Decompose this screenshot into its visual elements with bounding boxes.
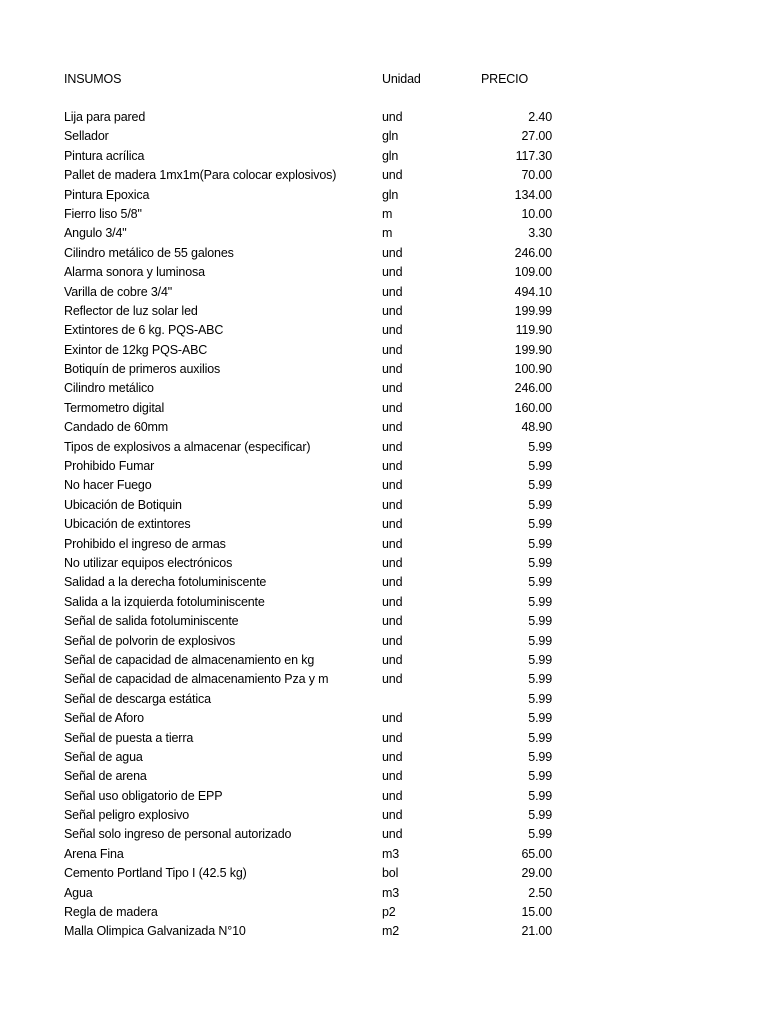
item-unit: und [382,614,403,629]
item-price: 5.99 [528,633,552,648]
item-unit: und [382,400,403,415]
table-row [0,438,768,457]
item-unit: und [382,517,403,532]
item-price: 2.50 [528,885,552,900]
item-unit: und [382,168,403,183]
item-name: Arena Fina [64,846,124,861]
item-unit: m2 [382,924,400,939]
item-price: 5.99 [528,730,552,745]
item-unit: und [382,459,403,474]
item-price: 117.30 [515,148,552,163]
table-row [0,457,768,476]
item-name: Señal de capacidad de almacenamiento en kg [64,652,315,667]
table-row [0,535,768,554]
item-price: 5.99 [528,459,552,474]
header-precio: PRECIO [481,72,529,86]
item-unit: und [382,303,403,318]
item-name: Señal de polvorin de explosivos [64,633,236,648]
item-unit: und [382,342,403,357]
table-row [0,806,768,825]
table-row [0,399,768,418]
item-name: Señal de arena [64,769,147,784]
table-row [0,670,768,689]
item-name: Pintura acrílica [64,148,145,163]
item-price: 3.30 [528,226,552,241]
table-row [0,787,768,806]
item-price: 5.99 [528,536,552,551]
table-row [0,496,768,515]
header-insumos: INSUMOS [64,72,122,86]
item-name: Angulo 3/4" [64,226,127,241]
item-unit: und [382,575,403,590]
item-unit [382,690,462,709]
item-price: 2.40 [528,110,552,124]
item-name: Ubicación de Botiquin [64,497,182,512]
item-name: Agua [64,885,93,900]
table-row [0,147,768,166]
item-unit: und [382,788,403,803]
item-price: 5.99 [528,614,552,629]
item-price: 134.00 [514,187,552,202]
item-unit: und [382,730,403,745]
item-price: 21.00 [521,924,552,939]
item-price: 119.90 [515,323,552,338]
item-name: Señal uso obligatorio de EPP [64,788,223,803]
table-row [0,321,768,340]
item-name: Sellador [64,129,109,144]
item-price: 5.99 [528,517,552,532]
table-row [0,166,768,185]
item-price: 5.99 [528,749,552,764]
item-unit: und [382,323,403,338]
table-row [0,884,768,903]
table-row [0,515,768,534]
item-name: Señal de agua [64,749,143,764]
item-price: 5.99 [528,827,552,842]
table-row [0,108,768,127]
item-price: 5.99 [528,555,552,570]
table-row [0,651,768,670]
item-price: 199.99 [514,303,552,318]
item-name: Señal solo ingreso de personal autorizado [64,827,292,842]
table-row [0,205,768,224]
item-unit: und [382,594,403,609]
table-row [0,612,768,631]
table-row [0,709,768,728]
item-unit: gln [382,129,399,144]
table-row [0,341,768,360]
table-row [0,573,768,592]
item-name: Señal de capacidad de almacenamiento Pza y m [64,672,329,687]
item-unit: und [382,439,403,454]
item-name: Cemento Portland Tipo I (42.5 kg) [64,866,247,881]
item-price: 246.00 [514,245,552,260]
table-row [0,825,768,844]
table-row [0,224,768,243]
item-unit: und [382,769,403,784]
table-row [0,379,768,398]
item-price: 5.99 [528,497,552,512]
item-name: Tipos de explosivos a almacenar (especificar) [64,439,311,454]
item-unit: m3 [382,885,400,900]
item-name: Reflector de luz solar led [64,303,198,318]
table-row [0,476,768,495]
item-name: Varilla de cobre 3/4" [64,284,173,299]
item-unit: bol [382,866,399,881]
item-unit: und [382,808,403,823]
item-unit: und [382,555,403,570]
item-price: 5.99 [528,594,552,609]
header-unidad: Unidad [382,72,421,86]
item-price: 15.00 [521,905,552,920]
item-name: Prohibido Fumar [64,459,155,474]
item-name: Señal peligro explosivo [64,808,190,823]
item-price: 5.99 [528,711,552,726]
item-name: Malla Olimpica Galvanizada N°10 [64,924,246,939]
item-name: Alarma sonora y luminosa [64,265,205,280]
item-name: No utilizar equipos electrónicos [64,555,233,570]
item-price: 5.99 [528,769,552,784]
table-row [0,244,768,263]
item-unit: und [382,265,403,280]
item-price: 5.99 [528,788,552,803]
table-row [0,690,768,709]
item-name: Cilindro metálico de 55 galones [64,245,234,260]
item-unit: und [382,284,403,299]
item-unit: und [382,478,403,493]
table-row [0,127,768,146]
item-price: 27.00 [521,129,552,144]
table-row [0,864,768,883]
item-name: Salidad a la derecha fotoluminiscente [64,575,267,590]
item-price: 100.90 [514,362,552,377]
table-header [0,70,768,89]
item-unit: und [382,827,403,842]
item-price: 70.00 [521,168,552,183]
table-row [0,418,768,437]
table-row [0,554,768,573]
item-name: Fierro liso 5/8" [64,206,142,221]
table-row [0,263,768,282]
table-row [0,360,768,379]
item-price: 160.00 [514,400,552,415]
item-name: Señal de salida fotoluminiscente [64,614,239,629]
item-name: Señal de Aforo [64,711,144,726]
item-unit: m [382,206,393,221]
item-name: No hacer Fuego [64,478,152,493]
item-unit: und [382,672,403,687]
item-name: Cilindro metálico [64,381,154,396]
item-name: Salida a la izquierda fotoluminiscente [64,594,265,609]
table-row [0,283,768,302]
item-name: Exintor de 12kg PQS-ABC [64,342,208,357]
table-row [0,903,768,922]
item-name: Pallet de madera 1mx1m(Para colocar explosivos) [64,168,337,183]
item-unit: und [382,362,403,377]
table-row [0,593,768,612]
item-unit: gln [382,148,399,163]
item-unit: und [382,749,403,764]
item-name: Señal de puesta a tierra [64,730,194,745]
item-price: 5.99 [528,478,552,493]
item-price: 246.00 [514,381,552,396]
item-name: Regla de madera [64,905,158,920]
item-name: Botiquín de primeros auxilios [64,362,221,377]
item-unit: und [382,110,403,124]
item-price: 5.99 [528,808,552,823]
item-price: 65.00 [521,846,552,861]
item-price: 5.99 [528,672,552,687]
item-price: 109.00 [514,265,552,280]
item-name: Pintura Epoxica [64,187,150,202]
item-name: Extintores de 6 kg. PQS-ABC [64,323,224,338]
table-row [0,729,768,748]
item-name: Prohibido el ingreso de armas [64,536,226,551]
table-row [0,302,768,321]
item-price: 48.90 [521,420,552,435]
table-row [0,632,768,651]
item-price: 29.00 [521,866,552,881]
item-name: Candado de 60mm [64,420,169,435]
item-unit: und [382,245,403,260]
table-row [0,767,768,786]
item-unit: und [382,711,403,726]
item-name: Lija para pared [64,110,146,124]
item-name: Ubicación de extintores [64,517,191,532]
item-unit: und [382,381,403,396]
table-row [0,922,768,941]
item-name: Termometro digital [64,400,165,415]
table-body [0,108,768,942]
table-row [0,845,768,864]
item-unit: und [382,497,403,512]
item-unit: gln [382,187,399,202]
item-unit: und [382,633,403,648]
item-unit: und [382,420,403,435]
item-price: 5.99 [528,691,552,706]
table-row [0,748,768,767]
item-unit: und [382,536,403,551]
item-price: 5.99 [528,575,552,590]
item-unit: p2 [382,905,396,920]
item-unit: und [382,652,403,667]
item-unit: m [382,226,393,241]
item-price: 199.90 [514,342,552,357]
item-price: 10.00 [521,206,552,221]
item-unit: m3 [382,846,400,861]
item-name: Señal de descarga estática [64,691,211,706]
item-price: 5.99 [528,652,552,667]
item-price: 5.99 [528,439,552,454]
item-price: 494.10 [514,284,552,299]
table-row [0,186,768,205]
